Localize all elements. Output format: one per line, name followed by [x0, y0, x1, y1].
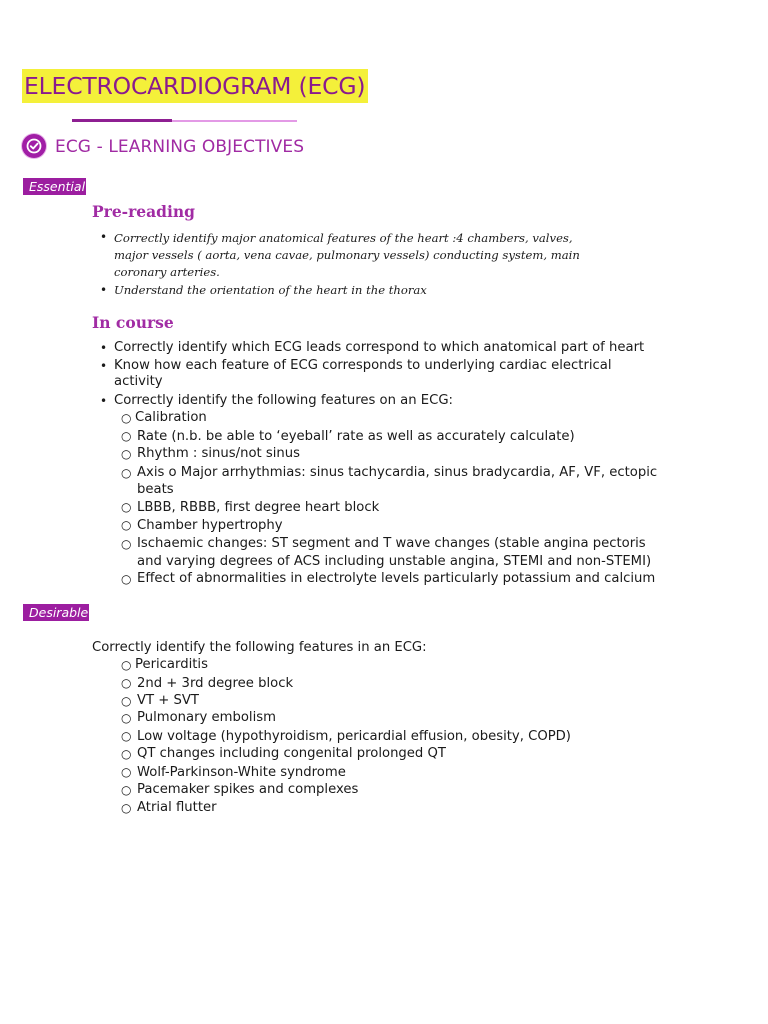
circle-bullet-icon: ○ [121, 658, 132, 672]
desirable-item: Pericarditis [135, 657, 208, 672]
bullet-icon: • [100, 394, 108, 408]
desirable-item: Pulmonary embolism [137, 710, 276, 725]
pre-reading-item-1-line-2: major vessels ( aorta, vena cavae, pulmonary vessels) conducting system, main [114, 248, 580, 262]
circle-bullet-icon: ○ [121, 537, 132, 551]
desirable-tag: Desirable [23, 604, 89, 621]
circle-bullet-icon: ○ [121, 801, 132, 815]
circle-bullet-icon: ○ [121, 429, 132, 443]
desirable-intro: Correctly identify the following features in an ECG: [92, 640, 427, 655]
circle-bullet-icon: ○ [121, 694, 132, 708]
circle-bullet-icon: ○ [121, 711, 132, 725]
ecg-feature-item: Rate (n.b. be able to ‘eyeball’ rate as well as accurately calculate) [137, 429, 575, 444]
document-title: ELECTROCARDIOGRAM (ECG) [22, 69, 368, 103]
ecg-feature-item: Rhythm : sinus/not sinus [137, 446, 301, 461]
desirable-item: 2nd + 3rd degree block [137, 676, 294, 691]
ecg-feature-item: Ischaemic changes: ST segment and T wave changes (stable angina pectoris [137, 536, 646, 551]
circle-bullet-icon: ○ [121, 466, 132, 480]
pre-reading-item-2: Understand the orientation of the heart in the thorax [114, 283, 427, 297]
in-course-item-2-line-2: activity [114, 374, 163, 389]
essential-tag: Essential [23, 178, 86, 195]
pre-reading-item-1-line-1: Correctly identify major anatomical features of the heart :4 chambers, valves, [114, 231, 573, 245]
title-rule-light [172, 120, 297, 122]
ecg-feature-item: Calibration [135, 410, 207, 425]
pre-reading-heading: Pre-reading [92, 202, 196, 221]
circle-bullet-icon: ○ [121, 676, 132, 690]
circle-bullet-icon: ○ [121, 447, 132, 461]
desirable-item: Low voltage (hypothyroidism, pericardial effusion, obesity, COPD) [137, 729, 571, 744]
ecg-feature-item-continued: beats [137, 482, 174, 497]
circle-bullet-icon: ○ [121, 518, 132, 532]
circle-bullet-icon: ○ [121, 729, 132, 743]
bullet-icon: • [100, 341, 108, 355]
circle-bullet-icon: ○ [121, 783, 132, 797]
bullet-icon: • [100, 230, 108, 244]
section-heading: ECG - LEARNING OBJECTIVES [55, 137, 305, 157]
circle-bullet-icon: ○ [121, 747, 132, 761]
circle-bullet-icon: ○ [121, 572, 132, 586]
ecg-feature-item: Chamber hypertrophy [137, 518, 283, 533]
title-rule-dark [72, 119, 172, 122]
pre-reading-item-1-line-3: coronary arteries. [114, 265, 220, 279]
check-circle-icon [22, 134, 46, 158]
desirable-item: QT changes including congenital prolonged QT [137, 746, 446, 761]
in-course-item-1: Correctly identify which ECG leads correspond to which anatomical part of heart [114, 340, 645, 355]
in-course-heading: In course [92, 313, 174, 332]
circle-bullet-icon: ○ [121, 500, 132, 514]
bullet-icon: • [100, 359, 108, 373]
bullet-icon: • [100, 283, 108, 297]
circle-bullet-icon: ○ [121, 765, 132, 779]
ecg-feature-item-continued: and varying degrees of ACS including unstable angina, STEMI and non-STEMI) [137, 554, 652, 569]
desirable-item: Wolf-Parkinson-White syndrome [137, 765, 346, 780]
circle-bullet-icon: ○ [121, 411, 132, 425]
ecg-feature-item: LBBB, RBBB, first degree heart block [137, 500, 380, 515]
desirable-item: Pacemaker spikes and complexes [137, 782, 359, 797]
in-course-item-2-line-1: Know how each feature of ECG corresponds to underlying cardiac electrical [114, 358, 612, 373]
ecg-feature-item: Axis o Major arrhythmias: sinus tachycardia, sinus bradycardia, AF, VF, ectopic [137, 465, 658, 480]
ecg-feature-item: Effect of abnormalities in electrolyte levels particularly potassium and calcium [137, 571, 656, 586]
desirable-item: Atrial flutter [137, 800, 217, 815]
in-course-item-3: Correctly identify the following features on an ECG: [114, 393, 453, 408]
desirable-item: VT + SVT [137, 693, 199, 708]
